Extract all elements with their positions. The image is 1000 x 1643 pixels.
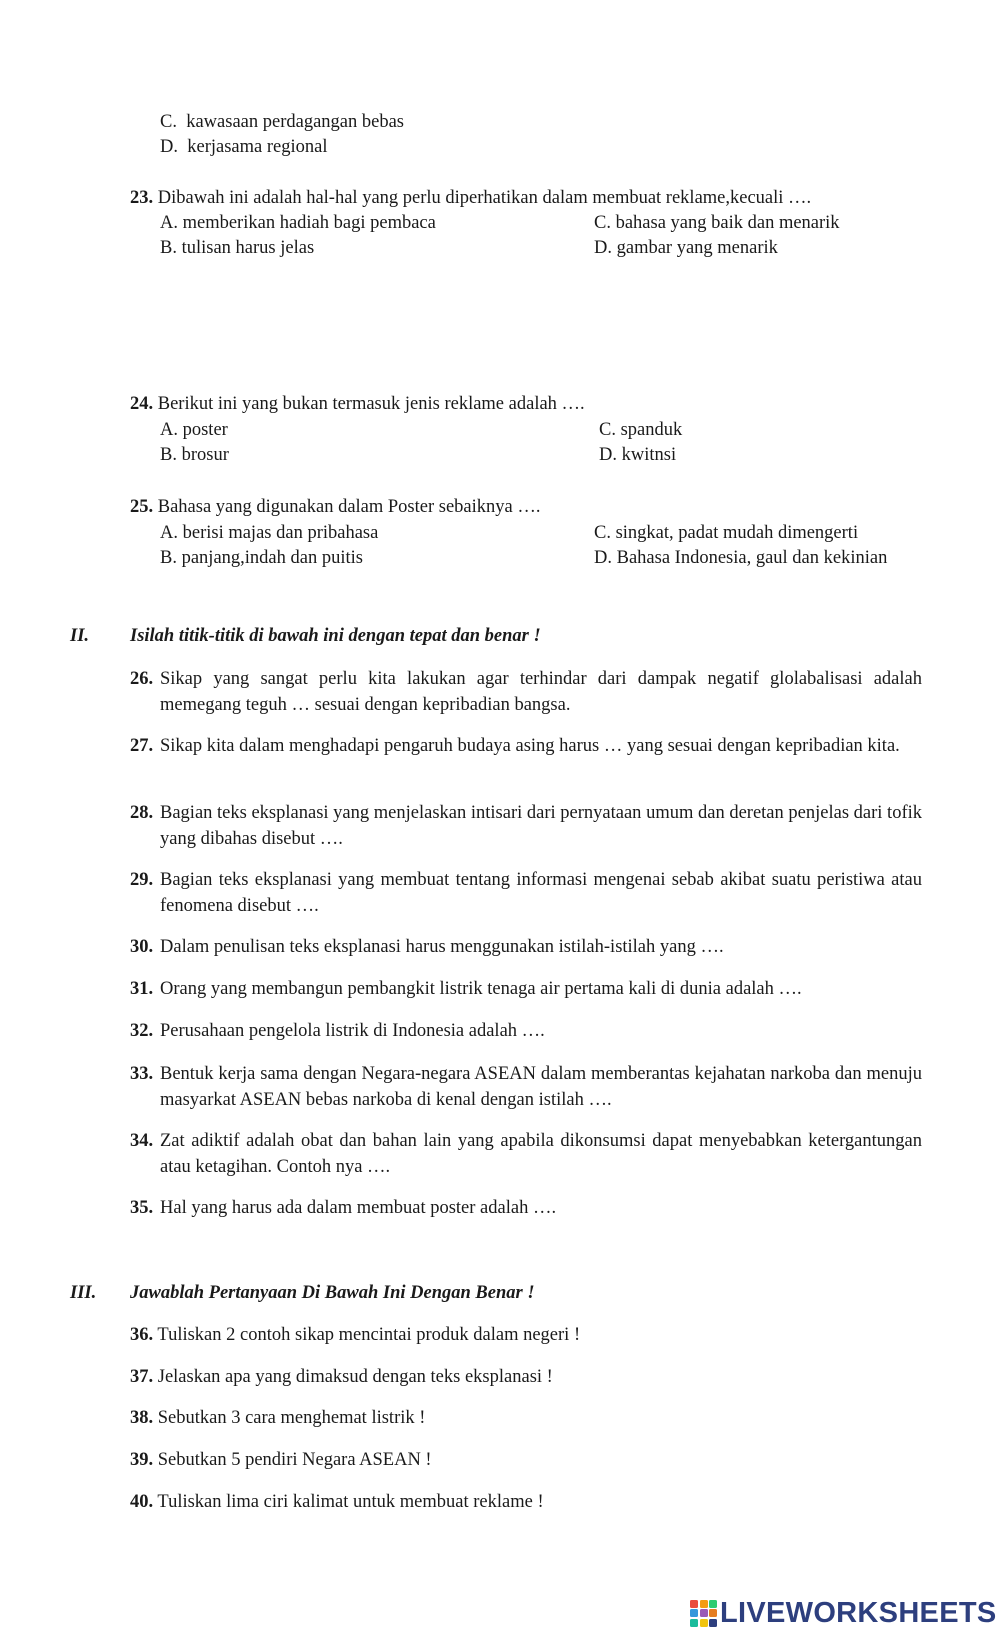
question-text: Jelaskan apa yang dimaksud dengan teks eksplanasi ! — [157, 1367, 553, 1387]
question-text: Bagian teks eksplanasi yang membuat tentang informasi mengenai sebab akibat suatu peristiwa atau fenomena disebut …. — [160, 870, 922, 916]
question-text: Tuliskan 2 contoh sikap mencintai produk dalam negeri ! — [157, 1325, 581, 1345]
question-text: Orang yang membangun pembangkit listrik tenaga air pertama kali di dunia adalah …. — [160, 979, 802, 999]
option-c: C. singkat, padat mudah dimengerti — [594, 523, 859, 543]
question-number: 33. — [130, 1064, 154, 1084]
question-text: Bagian teks eksplanasi yang menjelaskan intisari dari pernyataan umum dan deretan penjelas dari tofik yang dibahas disebut …. — [160, 803, 922, 849]
option-c: C. spanduk — [599, 420, 683, 440]
question-text: Berikut ini yang bukan termasuk jenis reklame adalah …. — [157, 394, 585, 414]
question-number: 34. — [130, 1131, 154, 1151]
option-d: D. gambar yang menarik — [594, 238, 778, 258]
question-number: 36. — [130, 1325, 154, 1345]
question-39 — [130, 1448, 432, 1472]
question-text: Dibawah ini adalah hal-hal yang perlu diperhatikan dalam membuat reklame,kecuali …. — [157, 188, 812, 208]
logo-square — [700, 1619, 708, 1627]
option-d: D. kwitnsi — [599, 445, 677, 465]
question-number: 29. — [130, 870, 154, 890]
question-number: 35. — [130, 1198, 154, 1218]
logo-square — [690, 1609, 698, 1617]
section-number: II. — [70, 626, 90, 646]
option-c: C. kawasaan perdagangan bebas — [160, 112, 405, 132]
option-b: B. brosur — [160, 445, 229, 465]
liveworksheets-logo-icon — [690, 1600, 717, 1627]
question-number: 28. — [130, 803, 154, 823]
question-number: 31. — [130, 979, 154, 999]
logo-square — [690, 1600, 698, 1608]
question-text: Sebutkan 5 pendiri Negara ASEAN ! — [157, 1450, 432, 1470]
logo-square — [709, 1619, 717, 1627]
option-d: D. kerjasama regional — [160, 137, 328, 157]
question-number: 40. — [130, 1492, 154, 1512]
question-text: Sikap kita dalam menghadapi pengaruh budaya asing harus … yang sesuai dengan kepribadian kita. — [160, 736, 900, 756]
question-text: Perusahaan pengelola listrik di Indonesia adalah …. — [160, 1021, 545, 1041]
option-c: C. bahasa yang baik dan menarik — [594, 213, 840, 233]
question-number: 39. — [130, 1450, 154, 1470]
option-a: A. memberikan hadiah bagi pembaca — [160, 213, 436, 233]
brand-name: LIVEWORKSHEETS — [720, 1596, 997, 1629]
question-text: Bentuk kerja sama dengan Negara-negara ASEAN dalam memberantas kejahatan narkoba dan menuju masyarkat ASEAN bebas narkoba di kenal dengan istilah …. — [160, 1064, 922, 1110]
section-title: Isilah titik-titik di bawah ini dengan tepat dan benar ! — [130, 626, 541, 646]
logo-square — [709, 1609, 717, 1617]
section-number: III. — [70, 1283, 97, 1303]
question-number: 27. — [130, 736, 154, 756]
logo-square — [700, 1600, 708, 1608]
question-number: 38. — [130, 1408, 154, 1428]
question-text: Tuliskan lima ciri kalimat untuk membuat reklame ! — [157, 1492, 544, 1512]
question-25 — [130, 495, 541, 519]
question-24 — [130, 392, 585, 416]
question-text: Sebutkan 3 cara menghemat listrik ! — [157, 1408, 426, 1428]
question-number: 25. — [130, 497, 154, 517]
logo-square — [709, 1600, 717, 1608]
question-40 — [130, 1490, 544, 1514]
question-23 — [130, 186, 811, 210]
question-text: Bahasa yang digunakan dalam Poster sebaiknya …. — [157, 497, 541, 517]
logo-square — [700, 1609, 708, 1617]
question-number: 32. — [130, 1021, 154, 1041]
question-number: 30. — [130, 937, 154, 957]
question-text: Hal yang harus ada dalam membuat poster adalah …. — [160, 1198, 557, 1218]
logo-square — [690, 1619, 698, 1627]
question-text: Dalam penulisan teks eksplanasi harus menggunakan istilah-istilah yang …. — [160, 937, 724, 957]
question-number: 24. — [130, 394, 154, 414]
liveworksheets-watermark[interactable] — [690, 1596, 997, 1630]
section-title: Jawablah Pertanyaan Di Bawah Ini Dengan Benar ! — [130, 1283, 535, 1303]
option-a: A. berisi majas dan pribahasa — [160, 523, 379, 543]
question-text: Zat adiktif adalah obat dan bahan lain yang apabila dikonsumsi dapat menyebabkan ketergantungan atau ketagihan. Contoh nya …. — [160, 1131, 922, 1177]
option-d: D. Bahasa Indonesia, gaul dan kekinian — [594, 548, 888, 568]
question-37 — [130, 1365, 553, 1389]
question-36 — [130, 1323, 580, 1347]
option-b: B. tulisan harus jelas — [160, 238, 315, 258]
option-a: A. poster — [160, 420, 228, 440]
option-b: B. panjang,indah dan puitis — [160, 548, 363, 568]
question-number: 23. — [130, 188, 154, 208]
question-text: Sikap yang sangat perlu kita lakukan agar terhindar dari dampak negatif glolabalisasi adalah memegang teguh … sesuai dengan kepribadian bangsa. — [160, 669, 922, 715]
question-number: 37. — [130, 1367, 154, 1387]
question-number: 26. — [130, 669, 154, 689]
question-38 — [130, 1406, 425, 1430]
